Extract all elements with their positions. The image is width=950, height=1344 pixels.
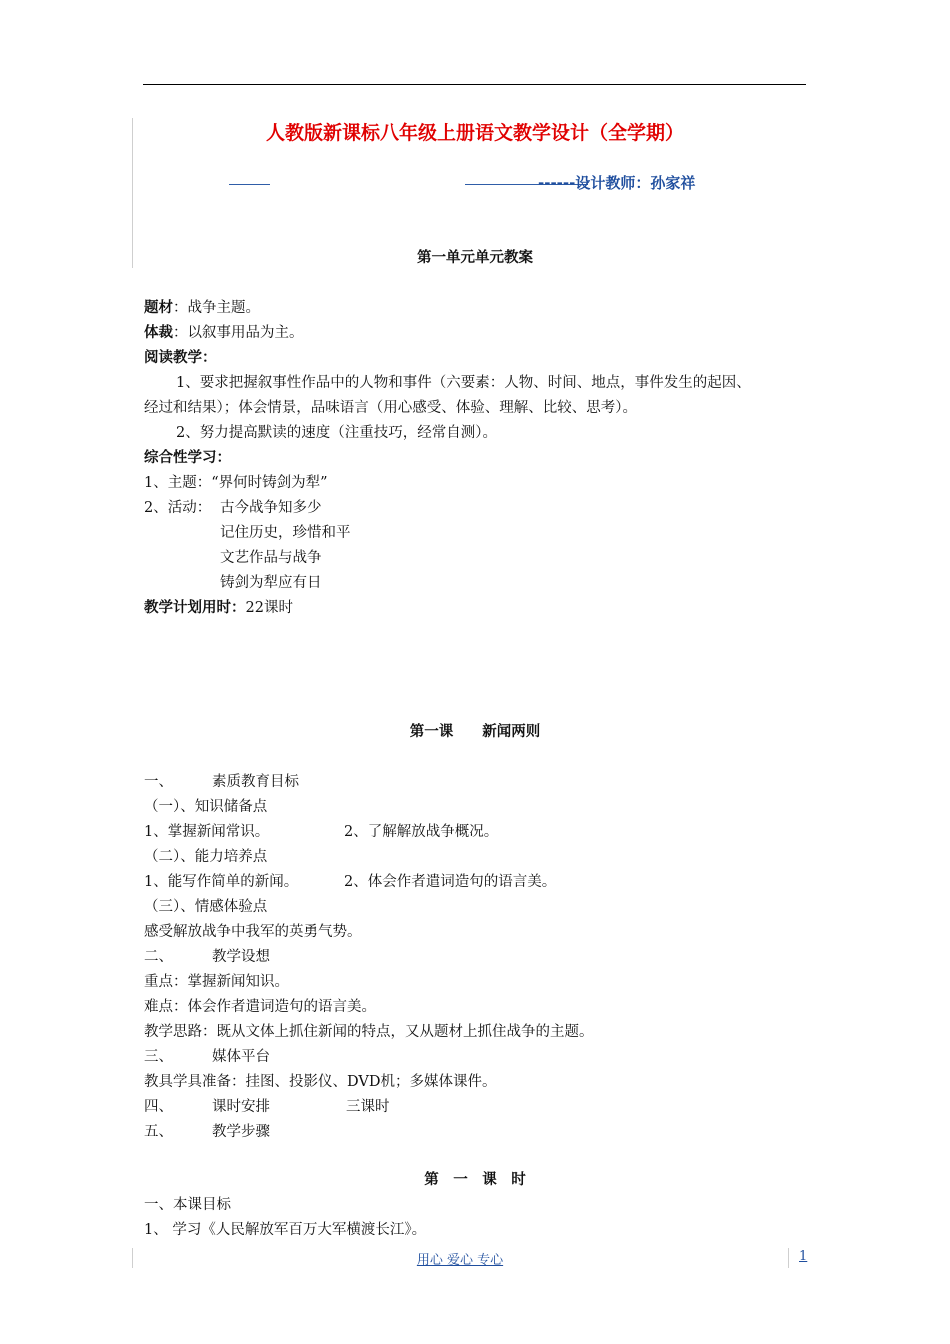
plan-label: 教学计划用时： (144, 600, 246, 616)
topic-value: ：战争主题。 (173, 300, 260, 316)
footer-mark-right (788, 1248, 789, 1268)
difficulty: 难点：体会作者遣词造句的语言美。 (144, 999, 376, 1015)
reading-item-1-line-1: 1、要求把握叙事性作品中的人物和事件（六要素：人物、时间、地点，事件发生的起因、 (176, 375, 751, 391)
ability-label: （二）、能力培养点 (144, 849, 268, 865)
section-4-value: 三课时 (346, 1099, 390, 1115)
activity-item: 古今战争知多少 (220, 500, 322, 516)
key-point: 重点：掌握新闻知识。 (144, 974, 289, 990)
reading-item-2: 2、努力提高默读的速度（注重技巧，经常自测）。 (176, 425, 497, 441)
ability-item-a: 1、能写作简单的新闻。 (144, 874, 299, 890)
goal-item-1: 1、 学习《人民解放军百万大军横渡长江》。 (144, 1222, 427, 1238)
reading-item-1-line-2: 经过和结果）；体会情景，品味语言（用心感受、体验、理解、比较、思考）。 (144, 400, 637, 416)
footer-motto: 用心 爱心 专心 (416, 1253, 504, 1268)
genre-label: 体裁 (144, 325, 173, 341)
genre-value: ：以叙事用品为主。 (173, 325, 304, 341)
section-5-num: 五、 (144, 1124, 173, 1140)
header-rule (143, 84, 806, 85)
knowledge-item-a: 1、掌握新闻常识。 (144, 824, 270, 840)
activities-label: 2、活动： (144, 500, 212, 516)
knowledge-item-b: 2、了解解放战争概况。 (344, 824, 499, 840)
page-number: 1 (799, 1249, 808, 1264)
period-heading: 第 一 课 时 (424, 1172, 526, 1188)
section-4-title: 课时安排 (212, 1099, 270, 1115)
section-3-title: 媒体平台 (212, 1049, 270, 1065)
topic-line (144, 296, 260, 317)
teaching-approach: 教学思路：既从文体上抓住新闻的特点，又从题材上抓住战争的主题。 (144, 1024, 594, 1040)
teaching-tools: 教具学具准备：挂图、投影仪、DVD机；多媒体课件。 (144, 1074, 497, 1090)
reading-label: 阅读教学： (144, 350, 217, 366)
emotion-text: 感受解放战争中我军的英勇气势。 (144, 924, 362, 940)
section-3-num: 三、 (144, 1049, 173, 1065)
activity-item: 记住历史，珍惜和平 (220, 525, 351, 541)
ability-item-b: 2、体会作者遣词造句的语言美。 (344, 874, 557, 890)
author-line: ------设计教师：孙家祥 (538, 174, 696, 192)
section-1-title: 素质教育目标 (212, 774, 299, 790)
document-title: 人教版新课标八年级上册语文教学设计（全学期） (265, 122, 684, 144)
topic-label: 题材 (144, 300, 173, 316)
knowledge-label: （一）、知识储备点 (144, 799, 268, 815)
lesson-heading: 第一课 新闻两则 (409, 724, 541, 740)
section-1-num: 一、 (144, 774, 173, 790)
section-2-title: 教学设想 (212, 949, 270, 965)
section-5-title: 教学步骤 (212, 1124, 270, 1140)
plan-line (144, 596, 293, 617)
activity-item: 铸剑为犁应有日 (220, 575, 322, 591)
plan-value: 22课时 (245, 600, 293, 616)
activity-item: 文艺作品与战争 (220, 550, 322, 566)
comprehensive-theme: 1、主题：“界何时铸剑为犁” (144, 475, 328, 491)
subtitle-rule-short (229, 184, 270, 185)
section-4-num: 四、 (144, 1099, 173, 1115)
section-2-num: 二、 (144, 949, 173, 965)
comprehensive-label: 综合性学习： (144, 450, 231, 466)
goal-label: 一、本课目标 (144, 1197, 231, 1213)
genre-line (144, 321, 304, 342)
unit-heading: 第一单元单元教案 (417, 250, 533, 266)
emotion-label: （三）、情感体验点 (144, 899, 268, 915)
